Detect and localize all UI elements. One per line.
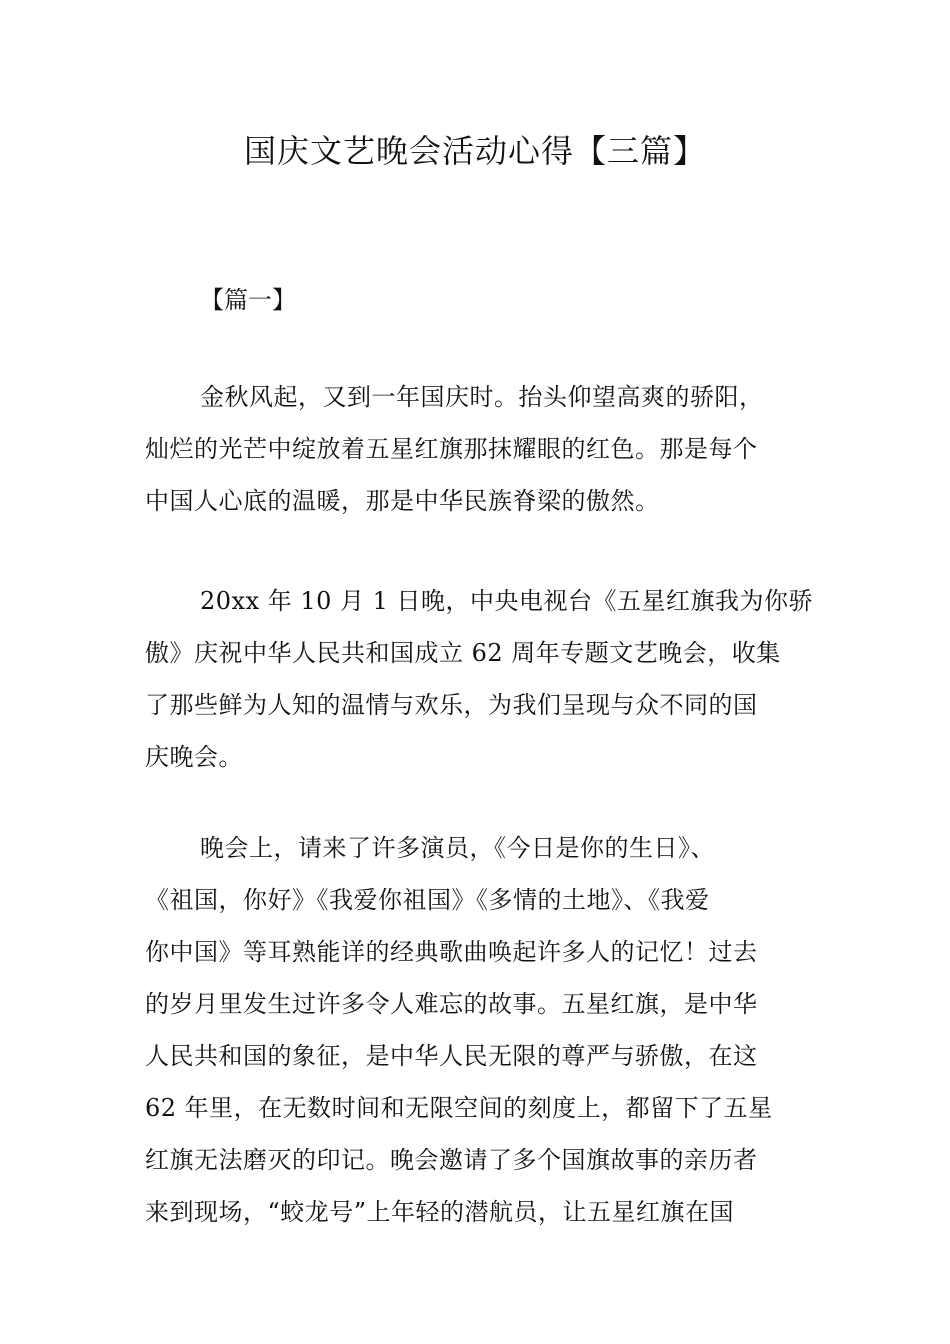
section-heading: 【篇一】 (200, 286, 296, 314)
paragraph-line: 了那些鲜为人知的温情与欢乐，为我们呈现与众不同的国 (145, 691, 758, 719)
paragraph-line: 62 年里，在无数时间和无限空间的刻度上，都留下了五星 (145, 1094, 773, 1122)
paragraph-line: 20xx 年 10 月 1 日晚，中央电视台《五星红旗我为你骄 (200, 587, 814, 615)
paragraph-3 (145, 822, 807, 1238)
paragraph-line: 来到现场，“蛟龙号”上年轻的潜航员，让五星红旗在国 (145, 1198, 735, 1226)
paragraph-line: 《祖国，你好》《我爱你祖国》《多情的土地》、《我爱 (145, 886, 710, 914)
paragraph-line: 中国人心底的温暖，那是中华民族脊梁的傲然。 (145, 487, 660, 515)
paragraph-line: 人民共和国的象征，是中华人民无限的尊严与骄傲，在这 (145, 1042, 758, 1070)
paragraph-line: 庆晚会。 (145, 743, 243, 771)
paragraph-line: 的岁月里发生过许多令人难忘的故事。五星红旗，是中华 (145, 990, 758, 1018)
paragraph-line: 金秋风起，又到一年国庆时。抬头仰望高爽的骄阳， (200, 383, 764, 411)
paragraph-line: 傲》庆祝中华人民共和国成立 62 周年专题文艺晚会，收集 (145, 639, 781, 667)
paragraph-2 (145, 575, 814, 783)
paragraph-1 (145, 371, 807, 527)
paragraph-line: 灿烂的光芒中绽放着五星红旗那抹耀眼的红色。那是每个 (145, 435, 758, 463)
paragraph-line: 你中国》等耳熟能详的经典歌曲唤起许多人的记忆！过去 (145, 938, 758, 966)
paragraph-line: 晚会上，请来了许多演员，《今日是你的生日》、 (200, 834, 715, 862)
paragraph-line: 红旗无法磨灭的印记。晚会邀请了多个国旗故事的亲历者 (145, 1146, 758, 1174)
document-title: 国庆文艺晚会活动心得【三篇】 (243, 132, 706, 170)
